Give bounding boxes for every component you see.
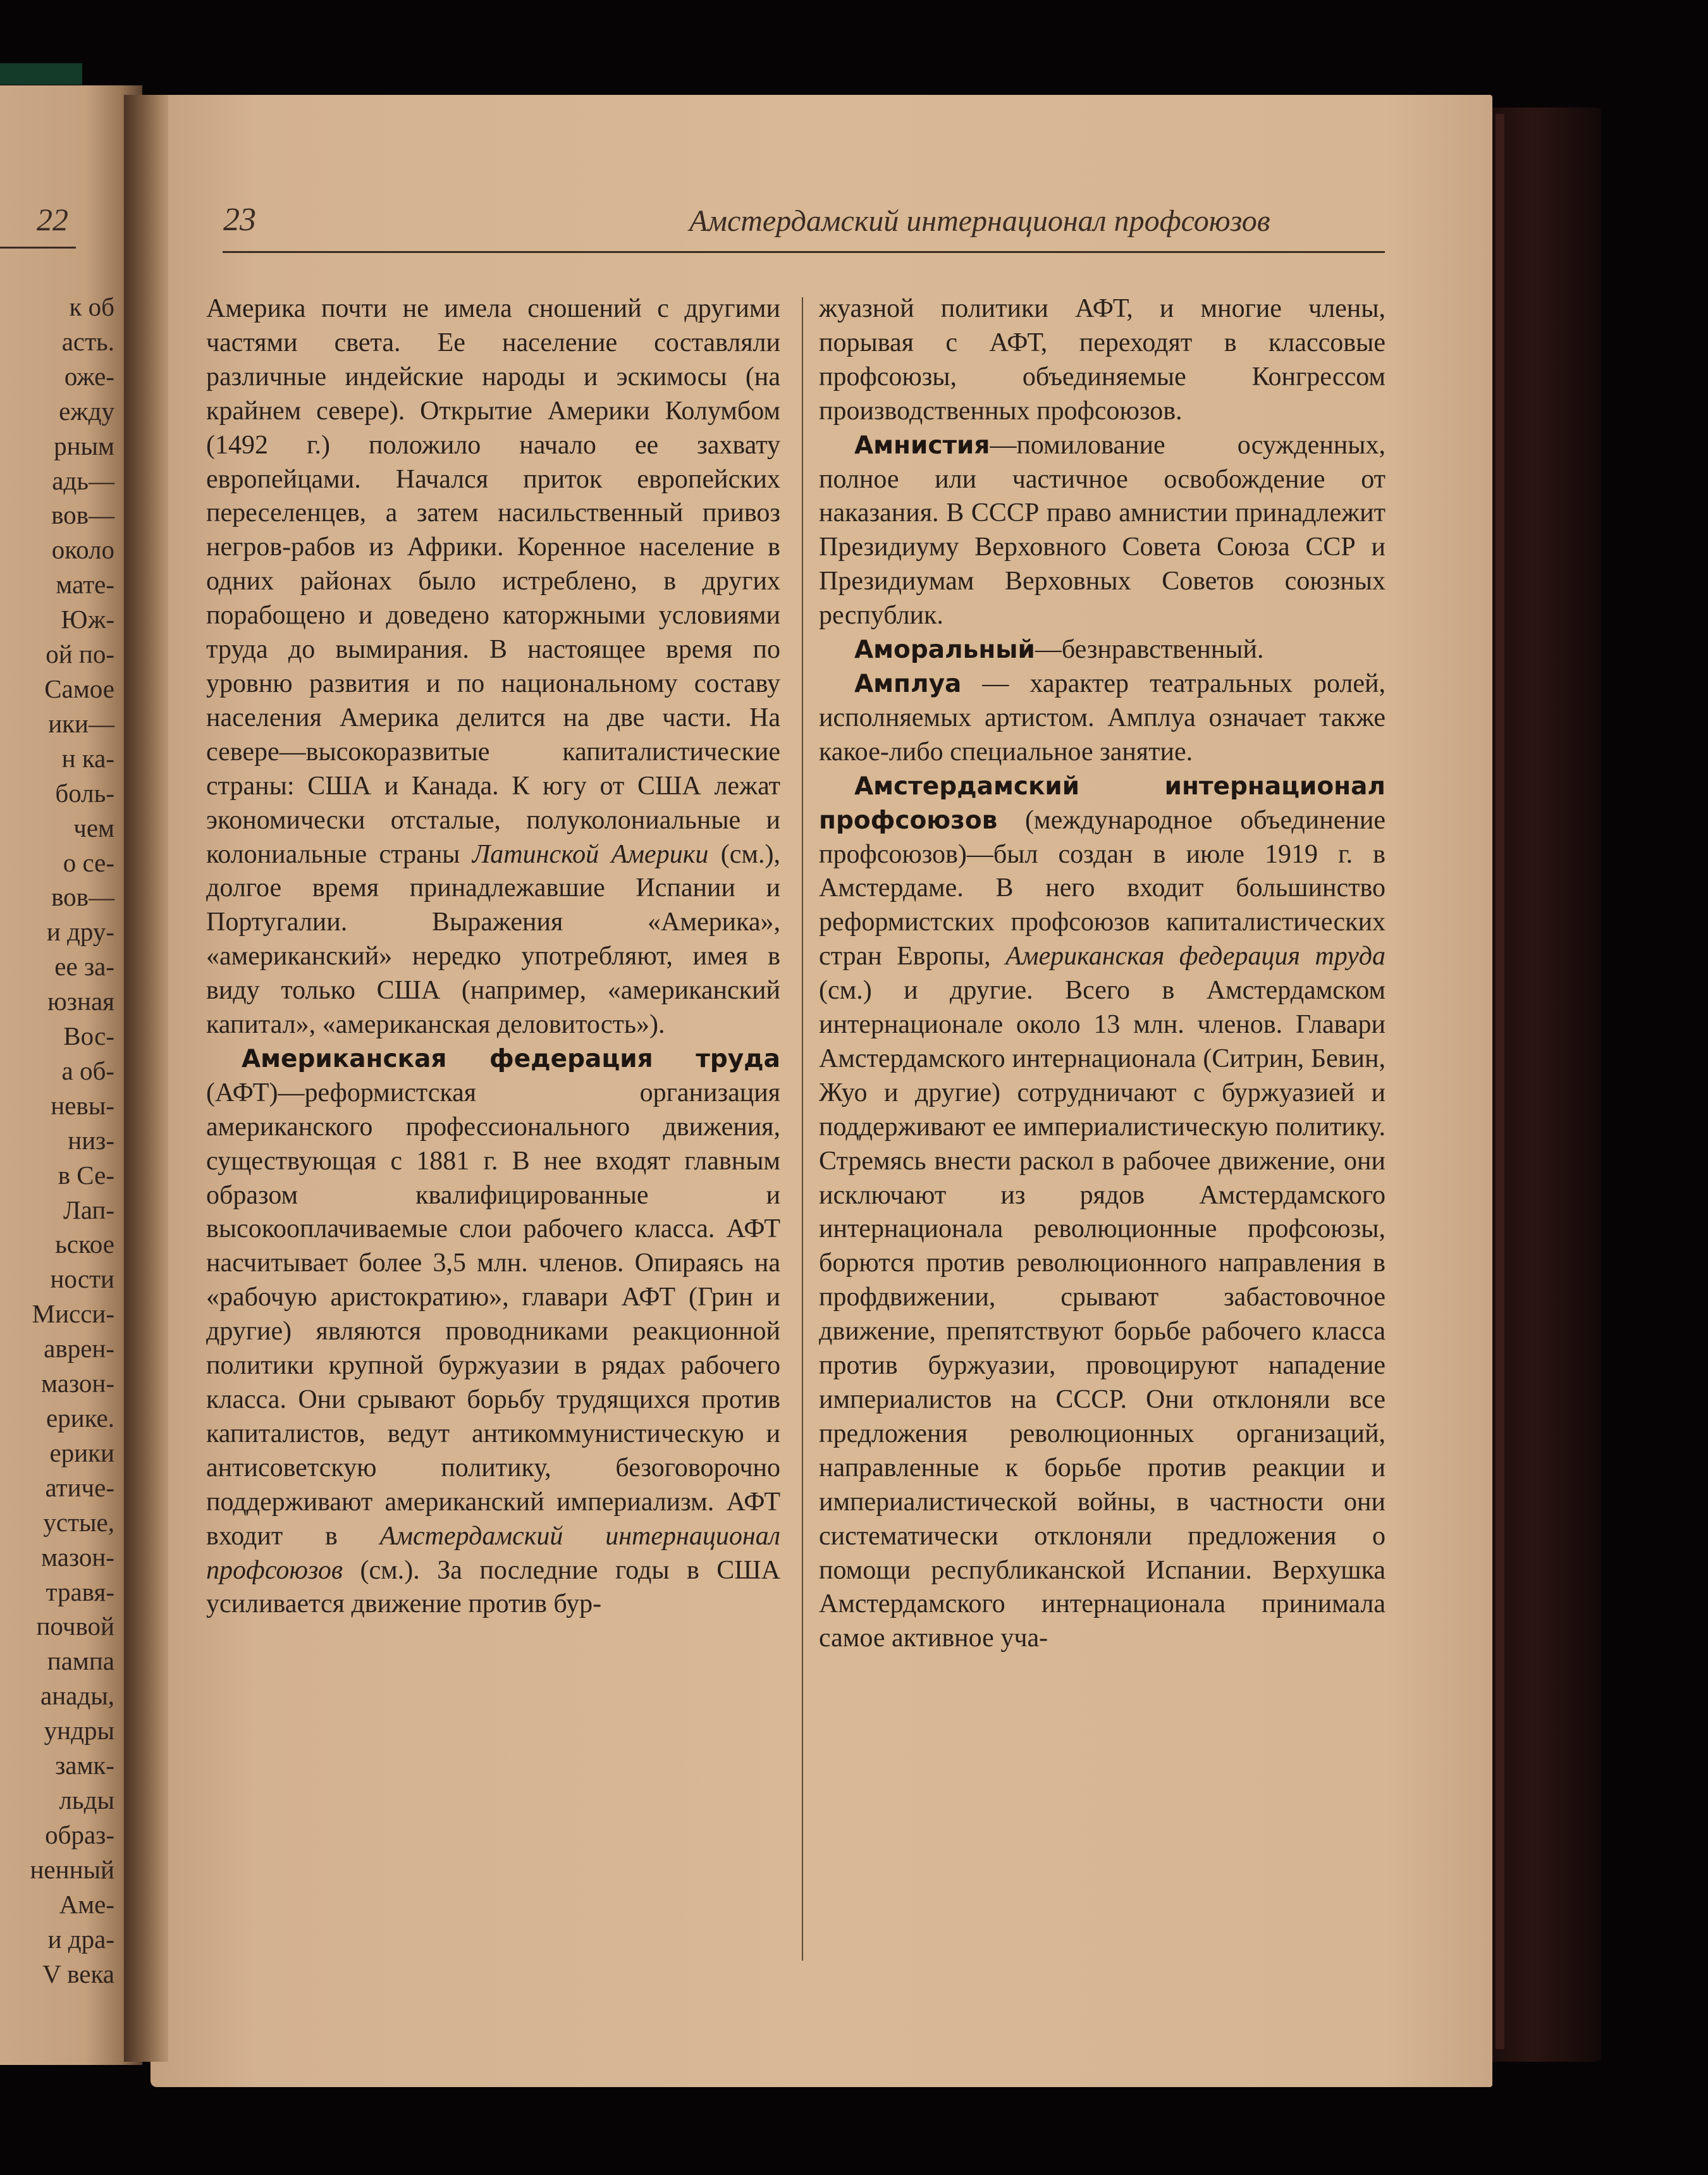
left-page-text-fragments	[0, 290, 114, 1991]
left-line-fragment: аврен-	[44, 1334, 114, 1364]
left-line-fragment: и дру-	[46, 917, 114, 947]
left-line-fragment: около	[51, 535, 114, 565]
entry-aft	[206, 1042, 780, 1622]
paragraph-america	[206, 292, 780, 1042]
entry-headword: Амстердамский интернационал профсоюзов	[819, 772, 1385, 835]
left-line-fragment: боль-	[55, 778, 114, 808]
page-block-edge	[1496, 114, 1504, 2049]
running-head: Амстердамский интернационал профсоюзов	[689, 204, 1270, 238]
left-line-fragment: травя-	[46, 1577, 114, 1606]
left-line-fragment: невы-	[51, 1090, 114, 1120]
left-line-fragment: а об-	[61, 1056, 114, 1085]
left-line-fragment: и дра-	[47, 1924, 114, 1954]
left-line-fragment: льды	[59, 1785, 114, 1815]
left-line-fragment: ерики	[49, 1438, 114, 1467]
entry-headword: Американская федерация труда	[242, 1044, 780, 1073]
entry-amsterdam-international	[819, 770, 1385, 1656]
entry-headword: Амплуа	[854, 669, 962, 698]
left-line-fragment: ики—	[48, 708, 114, 738]
left-line-fragment: в Се-	[58, 1160, 114, 1190]
header-rule	[223, 251, 1385, 253]
left-line-fragment: пампа	[47, 1646, 114, 1676]
entry-text: (АФТ)—реформистская организация американского профессионального движения, существующая с 1881 г. В нее входят главным образом квалифицированные и высокооплачиваемые слои рабочего класса. АФТ насчитывает более 3,5 млн. членов. Опираясь на «рабочую аристократию», главари АФТ (Грин и другие) являются проводниками реакционной политики крупной буржуазии в рядах рабочего класса. Они срывают борьбу трудящихся против капиталистов, ведут антикоммунистическую и антисоветскую политику, безоговорочно поддерживают американский империализм. АФТ входит в	[206, 1078, 780, 1551]
left-line-fragment: к об	[69, 292, 114, 321]
paragraph-text: (см.), долгое время принадлежавшие Испании и Португалии. Выражения «Америка», «американский» нередко употребляют, имея в виду только США (например, «американский капитал», «американская деловитость»).	[206, 839, 780, 1040]
cross-reference: Американская федерация труда	[1005, 942, 1385, 971]
left-line-fragment: замк-	[55, 1751, 114, 1780]
entry-headword: Амнистия	[854, 431, 990, 460]
cover-rim	[0, 63, 82, 85]
left-line-fragment: атиче-	[45, 1472, 114, 1502]
left-line-fragment: ой по-	[46, 639, 114, 669]
left-line-fragment: Юж-	[61, 605, 114, 634]
left-line-fragment: оже-	[64, 361, 114, 391]
left-line-fragment: устые,	[43, 1507, 114, 1537]
page-number: 23	[223, 202, 256, 238]
cross-reference: Амстердамский интернационал профсоюзов	[206, 1521, 780, 1585]
left-line-fragment: рным	[54, 431, 114, 460]
left-line-fragment: мате-	[56, 570, 114, 600]
left-line-fragment: ее за-	[54, 952, 114, 982]
entry-text: (международное объединение профсоюзов)—был создан в июле 1919 г. в Амстердаме. В него входит большинство реформистских профсоюзов капиталистических стран Европы,	[819, 805, 1385, 971]
left-line-fragment: юзная	[47, 987, 114, 1016]
entry-text: (см.). За последние годы в США усиливается движение против бур-	[206, 1555, 780, 1619]
left-line-fragment: мазон-	[41, 1542, 114, 1572]
left-line-fragment: Аме-	[59, 1889, 114, 1919]
left-line-fragment: ежду	[59, 396, 114, 426]
left-line-fragment: чем	[73, 813, 114, 842]
text-column-left	[206, 292, 780, 1622]
entry-amnesty	[819, 429, 1385, 633]
left-line-fragment: V века	[42, 1959, 114, 1988]
column-divider	[802, 297, 803, 1961]
left-line-fragment: Мисси-	[32, 1299, 114, 1329]
book-edge	[1487, 108, 1601, 2062]
left-line-fragment: Лап-	[63, 1195, 114, 1224]
gutter-shadow	[124, 95, 168, 2062]
left-line-fragment: асть.	[61, 326, 114, 356]
left-line-fragment: мазон-	[41, 1369, 114, 1398]
text-column-right	[819, 292, 1385, 1656]
entry-text: — характер театральных ролей, исполняемых артистом. Амплуа означает также какое-либо специальное занятие.	[819, 669, 1385, 767]
entry-amoral	[819, 633, 1385, 667]
left-line-fragment: Самое	[44, 674, 114, 703]
entry-text: —безнравственный.	[1035, 635, 1264, 665]
left-line-fragment: анады,	[40, 1681, 114, 1711]
left-line-fragment: адь—	[52, 465, 114, 495]
left-line-fragment: ерике.	[46, 1403, 114, 1433]
paragraph-text: жуазной политики АФТ, и многие члены, порывая с АФТ, переходят в классовые профсоюзы, объединяемые Конгрессом производственных профсоюзов.	[819, 294, 1385, 426]
entry-text: (см.) и другие. Всего в Амстердамском интернационале около 13 млн. членов. Главари Амстердамского интернационала (Ситрин, Бевин, Жуо и другие) сотрудничают с буржуазией и поддерживают ее империалистическую политику. Стремясь внести раскол в рабочее движение, они исключают из рядов Амстердамского интернационала революционные профсоюзы, борются против революционного направления в профдвижении, срывают забастовочное движение, препятствуют борьбе рабочего класса против буржуазии, провоцируют нападение империалистов на СССР. Они отклоняли все предложения революционных организаций, направленные к борьбе против реакции и империалистической войны, в частности они систематически отклоняли предложения о помощи республиканской Испании. Верхушка Амстердамского интернационала принимала самое активное уча-	[819, 976, 1385, 1653]
cross-reference: Латинской Америки	[472, 839, 709, 869]
left-line-fragment: ундры	[44, 1716, 114, 1746]
left-line-fragment: ности	[50, 1264, 114, 1294]
left-line-fragment: о се-	[63, 847, 114, 877]
left-line-fragment: вов—	[51, 882, 114, 912]
left-line-fragment: вов—	[51, 500, 114, 530]
left-line-fragment: почвой	[36, 1611, 114, 1641]
left-line-fragment: образ-	[45, 1820, 114, 1849]
left-header-rule	[0, 247, 76, 249]
left-line-fragment: н ка-	[61, 743, 114, 773]
entry-headword: Аморальный	[854, 636, 1035, 665]
entry-text: —помилование осужденных, полное или частичное освобождение от наказания. В СССР право амнистии принадлежит Президиуму Верховного Совета Союза ССР и Президиумам Верховных Советов союзных республик.	[819, 430, 1385, 631]
left-line-fragment: низ-	[68, 1125, 114, 1155]
left-line-fragment: ненный	[30, 1854, 114, 1884]
entry-amplua	[819, 667, 1385, 770]
left-line-fragment: ьское	[55, 1229, 114, 1259]
left-line-fragment: Вос-	[63, 1021, 114, 1051]
paragraph-text: Америка почти не имела сношений с другими частями света. Ее население составляли различные индейские народы и эскимосы (на крайнем севере). Открытие Америки Колумбом (1492 г.) положило начало ее захвату европейцами. Начался приток европейских переселенцев, а затем насильственный привоз негров-рабов из Африки. Коренное население в одних районах было истреблено, в других порабощено и доведено каторжными условиями труда до вымирания. В настоящее время по уровню развития и по национальному составу населения Америка делится на две части. На севере—высокоразвитые капиталистические страны: США и Канада. К югу от США лежат экономически отсталые, полуколониальные и колониальные страны	[206, 294, 780, 869]
paragraph-continuation	[819, 292, 1385, 429]
left-page-number: 22	[37, 202, 68, 237]
